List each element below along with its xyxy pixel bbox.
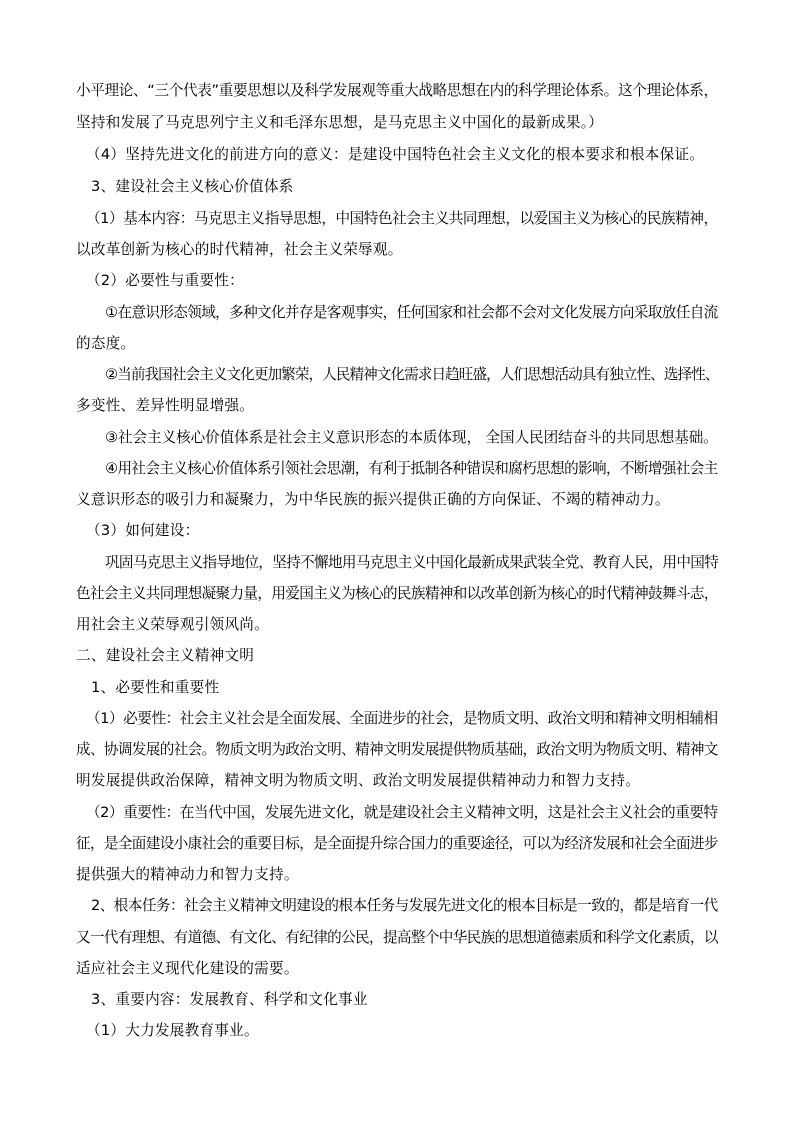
- subsection-heading: （1）大力发展教育事业。: [86, 1022, 259, 1039]
- text-line: ①在意识形态领域，多种文化并存是客观事实，任何国家和社会都不会对文化发展方向采取放任自流: [105, 304, 718, 321]
- text-line: 提供强大的精神动力和智力支持。: [76, 866, 299, 883]
- text-line: 用社会主义荣辱观引领风尚。: [76, 616, 269, 633]
- text-line: 多变性、差异性明显增强。: [76, 397, 255, 414]
- text-line: 色社会主义共同理想凝聚力量，用爱国主义为核心的民族精神和以改革创新为核心的时代精神鼓舞斗志，: [76, 585, 718, 602]
- text-line: （1）必要性：社会主义社会是全面发展、全面进步的社会，是物质文明、政治文明和精神文明相辅相: [86, 710, 718, 727]
- text-line: 的态度。: [76, 335, 136, 352]
- text-line: 成、协调发展的社会。物质文明为政治文明、精神文明发展提供物质基础，政治文明为物质文明、精神文: [76, 741, 718, 758]
- text-line: ③社会主义核心价值体系是社会主义意识形态的本质体现， 全国人民团结奋斗的共同思想基础。: [105, 429, 718, 446]
- chapter-heading: 二、建设社会主义精神文明: [76, 647, 255, 664]
- text-line: 义意识形态的吸引力和凝聚力，为中华民族的振兴提供正确的方向保证、不竭的精神动力。: [76, 491, 670, 508]
- section-heading: 1、必要性和重要性: [91, 679, 220, 696]
- text-line: （4）坚持先进文化的前进方向的意义：是建设中国特色社会主义文化的根本要求和根本保证。: [86, 146, 705, 163]
- text-line: 巩固马克思主义指导地位，坚持不懈地用马克思主义中国化最新成果武装全党、教育人民，用中国特: [105, 554, 719, 571]
- text-line: ④用社会主义核心价值体系引领社会思潮，有利于抵制各种错误和腐朽思想的影响，不断增强社会主: [105, 460, 718, 477]
- section-heading: 3、重要内容：发展教育、科学和文化事业: [91, 991, 368, 1008]
- text-line: 以改革创新为核心的时代精神，社会主义荣辱观。: [76, 241, 403, 258]
- text-line: 2、根本任务：社会主义精神文明建设的根本任务与发展先进文化的根本目标是一致的，都是培育一代: [91, 897, 718, 914]
- text-line: 坚持和发展了马克思列宁主义和毛泽东思想，是马克思主义中国化的最新成果。）: [76, 114, 604, 131]
- text-line: （2）重要性：在当代中国，发展先进文化，就是建设社会主义精神文明，这是社会主义社会的重要特: [86, 804, 718, 821]
- text-line: 明发展提供政治保障，精神文明为物质文明、政治文明发展提供精神动力和智力支持。: [76, 772, 641, 789]
- text-line: 又一代有理想、有道德、有文化、有纪律的公民，提高整个中华民族的思想道德素质和科学文化素质，以: [76, 929, 718, 946]
- text-line: （1）基本内容：马克思主义指导思想，中国特色社会主义共同理想，以爱国主义为核心的民族精神，: [86, 210, 718, 227]
- subsection-heading: （2）必要性与重要性：: [86, 272, 244, 289]
- subsection-heading: （3）如何建设：: [86, 522, 200, 539]
- text-line: 适应社会主义现代化建设的需要。: [76, 960, 299, 977]
- text-line: ②当前我国社会主义文化更加繁荣，人民精神文化需求日趋旺盛，人们思想活动具有独立性、选择性、: [105, 366, 719, 383]
- text-line: 征，是全面建设小康社会的重要目标，是全面提升综合国力的重要途径，可以为经济发展和社会全面进步: [76, 835, 718, 852]
- section-heading: 3、建设社会主义核心价值体系: [91, 178, 294, 195]
- text-line: 小平理论、“三个代表”重要思想以及科学发展观等重大战略思想在内的科学理论体系。这个理论体系，: [76, 82, 718, 99]
